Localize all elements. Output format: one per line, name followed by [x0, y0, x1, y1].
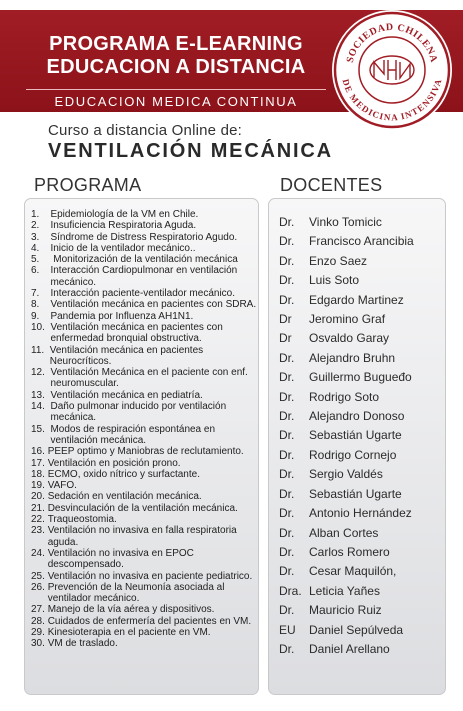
programa-item-text: Traqueostomia. [47, 514, 117, 526]
programa-item-text: VM de traslado. [47, 638, 118, 650]
programa-item-number: 5. [31, 254, 54, 266]
programa-item [31, 390, 257, 401]
docente-name: Rodrigo Soto [309, 389, 380, 404]
programa-item-number: 20. [31, 491, 48, 503]
docente-title: Dr. [279, 506, 295, 521]
programa-item [31, 401, 257, 424]
docente-title: Dr. [279, 525, 295, 540]
programa-item-number: 10. [31, 321, 51, 333]
programa-item-text: Ventilación no invasiva en EPOC descompensado. [47, 547, 194, 571]
docente-item [279, 543, 444, 562]
programa-item [31, 525, 257, 548]
docente-item [279, 562, 444, 581]
docente-name: Daniel Arellano [309, 641, 390, 656]
docente-title: Dr. [279, 389, 295, 404]
docente-name: Carlos Romero [309, 544, 390, 559]
banner-divider [26, 89, 326, 90]
programa-item [31, 311, 257, 322]
programa-item [31, 469, 257, 480]
programa-item-text: Inicio de la ventilador mecánico.. [50, 242, 196, 254]
programa-item-number: 19. [31, 480, 48, 492]
docente-item [279, 601, 444, 620]
docente-title: Dr. [279, 234, 295, 249]
programa-item [31, 616, 257, 627]
docente-name: Antonio Hernández [309, 506, 412, 521]
course-title: VENTILACIÓN MECÁNICA [48, 140, 333, 162]
docente-name: Edgardo Martinez [309, 292, 404, 307]
docente-title: Dr. [279, 641, 295, 656]
banner-subtitle: EDUCACION MEDICA CONTINUA [54, 94, 298, 109]
programa-item-text: VAFO. [47, 480, 77, 492]
programa-panel [24, 198, 259, 695]
programa-item [31, 232, 257, 243]
programa-item-number: 8. [31, 299, 51, 311]
programa-item-number: 22. [31, 514, 48, 526]
programa-item-text: Ventilación en posición prono. [47, 457, 181, 469]
programa-item [31, 604, 257, 615]
programa-item-number: 18. [31, 468, 48, 480]
banner-title-line1: PROGRAMA E-LEARNING [49, 33, 303, 55]
programa-item-number: 1. [31, 209, 51, 220]
docente-title: Dra. [279, 583, 302, 598]
docente-name: Cesar Maquilón, [309, 564, 397, 579]
programa-item-text: Interacción paciente-ventilador mecánico. [50, 288, 235, 300]
docente-title: Dr [279, 331, 292, 346]
programa-item [31, 220, 257, 231]
programa-item-number: 4. [31, 242, 51, 254]
programa-item-text: ECMO, oxido nítrico y surfactante. [47, 468, 200, 480]
programa-item [31, 514, 257, 525]
docente-item [279, 388, 444, 407]
programa-item [31, 480, 257, 491]
programa-item-number: 29. [31, 626, 48, 638]
programa-item [31, 424, 257, 447]
programa-item-text: Síndrome de Distress Respiratorio Agudo. [50, 231, 238, 243]
docente-name: Jeromino Graf [309, 312, 386, 327]
docente-name: Guillermo Bugueđo [309, 370, 412, 385]
docentes-heading: DOCENTES [280, 175, 383, 195]
docente-name: Luis Soto [309, 273, 360, 288]
programa-item-text: Ventilación mecánica en pacientes Neurocríticos. [49, 344, 204, 367]
course-intro: Curso a distancia Online de: [48, 122, 243, 139]
docente-name: Sebastián Ugarte [309, 486, 402, 501]
docente-title: Dr. [279, 447, 295, 462]
programa-item [31, 209, 257, 220]
docente-name: Enzo Saez [309, 253, 368, 268]
docente-item [279, 485, 444, 504]
programa-item-text: Pandemia por Influenza AH1N1. [50, 310, 194, 322]
programa-item [31, 367, 257, 390]
programa-item-number: 28. [31, 615, 48, 627]
programa-item [31, 254, 257, 265]
docente-item [279, 640, 444, 659]
docente-item [279, 232, 444, 251]
programa-item [31, 548, 257, 571]
programa-item-text: Ventilación mecánica en pacientes con SDRA. [50, 299, 257, 311]
docente-name: Rodrigo Cornejo [309, 447, 397, 462]
docente-item [279, 446, 444, 465]
docente-name: Francisco Arancibia [309, 234, 414, 249]
docente-title: Dr. [279, 350, 295, 365]
programa-item [31, 582, 257, 605]
programa-item [31, 446, 257, 457]
docente-title: Dr. [279, 273, 295, 288]
programa-item-number: 9. [31, 310, 51, 322]
docente-title: Dr. [279, 467, 295, 482]
programa-item [31, 288, 257, 299]
programa-item-number: 27. [31, 604, 48, 616]
programa-item-number: 6. [31, 265, 51, 277]
docente-title: Dr. [279, 370, 295, 385]
docente-item [279, 291, 444, 310]
programa-item [31, 627, 257, 638]
docente-item [279, 582, 444, 601]
programa-item-text: Insuficiencia Respiratoria Aguda. [50, 220, 197, 232]
programa-item-text: Cuidados de enfermería del pacientes en VM. [47, 615, 252, 627]
banner-title-line2: EDUCACION A DISTANCIA [46, 56, 306, 78]
programa-item-text: Kinesioterapia en el paciente en VM. [47, 626, 211, 638]
banner-title [26, 33, 326, 79]
docente-title: Dr [279, 312, 292, 327]
programa-item-text: Desvinculación de la ventilación mecánica. [47, 502, 238, 514]
docente-title: Dr. [279, 292, 295, 307]
programa-item-text: Monitorización de la ventilación mecánica [53, 254, 238, 266]
docente-title: Dr. [279, 564, 295, 579]
programa-item [31, 503, 257, 514]
programa-item-number: 25. [31, 570, 48, 582]
docente-title: Dr. [279, 215, 295, 229]
programa-item [31, 322, 257, 345]
programa-item-number: 7. [31, 288, 51, 300]
docente-title: Dr. [279, 428, 295, 443]
seal-text-bottom: DE MEDICINA INTENSIVA [340, 77, 444, 123]
docente-item [279, 621, 444, 640]
programa-item-number: 3. [31, 231, 51, 243]
docente-name: Alejandro Donoso [309, 409, 405, 424]
programa-item-text: Ventilación Mecánica en el paciente con enf. neuromuscular. [50, 367, 248, 390]
programa-item-number: 11. [31, 344, 50, 356]
programa-item [31, 458, 257, 469]
docente-item [279, 465, 444, 484]
programa-item [31, 571, 257, 582]
programa-item-number: 14. [31, 401, 51, 413]
docente-title: Dr. [279, 544, 295, 559]
docente-name: Sergio Valdés [309, 467, 383, 482]
docente-name: Vinko Tomicic [309, 215, 382, 229]
programa-item-number: 15. [31, 423, 51, 435]
programa-item-text: Manejo de la vía aérea y dispositivos. [47, 604, 215, 616]
programa-item-text: Ventilación no invasiva en falla respiratoria aguda. [47, 525, 237, 548]
docente-name: Mauricio Ruiz [309, 603, 382, 618]
docente-item [279, 524, 444, 543]
programa-item-number: 21. [31, 502, 48, 514]
docente-item [279, 349, 444, 368]
docente-name: Daniel Sepúlveda [309, 622, 404, 637]
programa-item-number: 13. [31, 389, 51, 401]
programa-item-number: 24. [31, 547, 48, 559]
docente-title: EU [279, 622, 296, 637]
programa-item-text: Ventilación mecánica en pediatría. [50, 389, 203, 401]
docente-title: Dr. [279, 603, 295, 618]
programa-item-text: Epidemiología de la VM en Chile. [50, 209, 199, 220]
programa-heading: PROGRAMA [34, 175, 142, 195]
docente-item [279, 252, 444, 271]
programa-item-number: 17. [31, 457, 48, 469]
programa-item-text: Modos de respiración espontánea en ventilación mecánica. [50, 423, 216, 446]
docente-title: Dr. [279, 253, 295, 268]
docentes-list [279, 213, 444, 659]
programa-list [31, 209, 257, 650]
docente-name: Sebastián Ugarte [309, 428, 402, 443]
docente-name: Osvaldo Garay [309, 331, 390, 346]
programa-item-number: 2. [31, 220, 51, 232]
docente-item [279, 426, 444, 445]
programa-item [31, 243, 257, 254]
programa-item-number: 23. [31, 525, 48, 537]
docente-title: Dr. [279, 486, 295, 501]
programa-item-text: Ventilación mecánica en pacientes con enfermedad bronquial obstructiva. [50, 321, 223, 345]
docente-title: Dr. [279, 409, 295, 424]
docente-item [279, 271, 444, 290]
programa-item-text: PEEP optimo y Maniobras de reclutamiento. [47, 446, 244, 458]
docente-item [279, 329, 444, 348]
docente-item [279, 213, 444, 232]
docente-name: Leticia Yañes [309, 583, 380, 598]
docente-item [279, 310, 444, 329]
programa-item-text: Interacción Cardiopulmonar en ventilación mecánico. [50, 265, 238, 288]
programa-item [31, 265, 257, 288]
programa-item [31, 491, 257, 502]
programa-item-text: Sedación en ventilación mecánica. [47, 491, 202, 503]
seal-text-top: SOCIEDAD CHILENA [344, 21, 440, 64]
programa-item [31, 638, 257, 649]
docente-name: Alban Cortes [309, 525, 379, 540]
programa-item-text: Ventilación no invasiva en paciente pediatrico. [47, 570, 253, 582]
docente-item [279, 368, 444, 387]
programa-item-text: Prevención de la Neumonía asociada al ventilador mecánico. [47, 581, 225, 605]
docente-name: Alejandro Bruhn [309, 350, 396, 365]
programa-item-number: 16. [31, 446, 48, 458]
programa-item-number: 26. [31, 581, 48, 593]
programa-item-number: 12. [31, 367, 51, 379]
docente-item [279, 504, 444, 523]
programa-item [31, 299, 257, 310]
docentes-panel [268, 198, 446, 695]
docente-item [279, 407, 444, 426]
programa-item-text: Daño pulmonar inducido por ventilación mecánica. [50, 401, 227, 424]
society-seal-logo [330, 8, 454, 132]
programa-item [31, 345, 257, 368]
programa-item-number: 30. [31, 638, 48, 650]
